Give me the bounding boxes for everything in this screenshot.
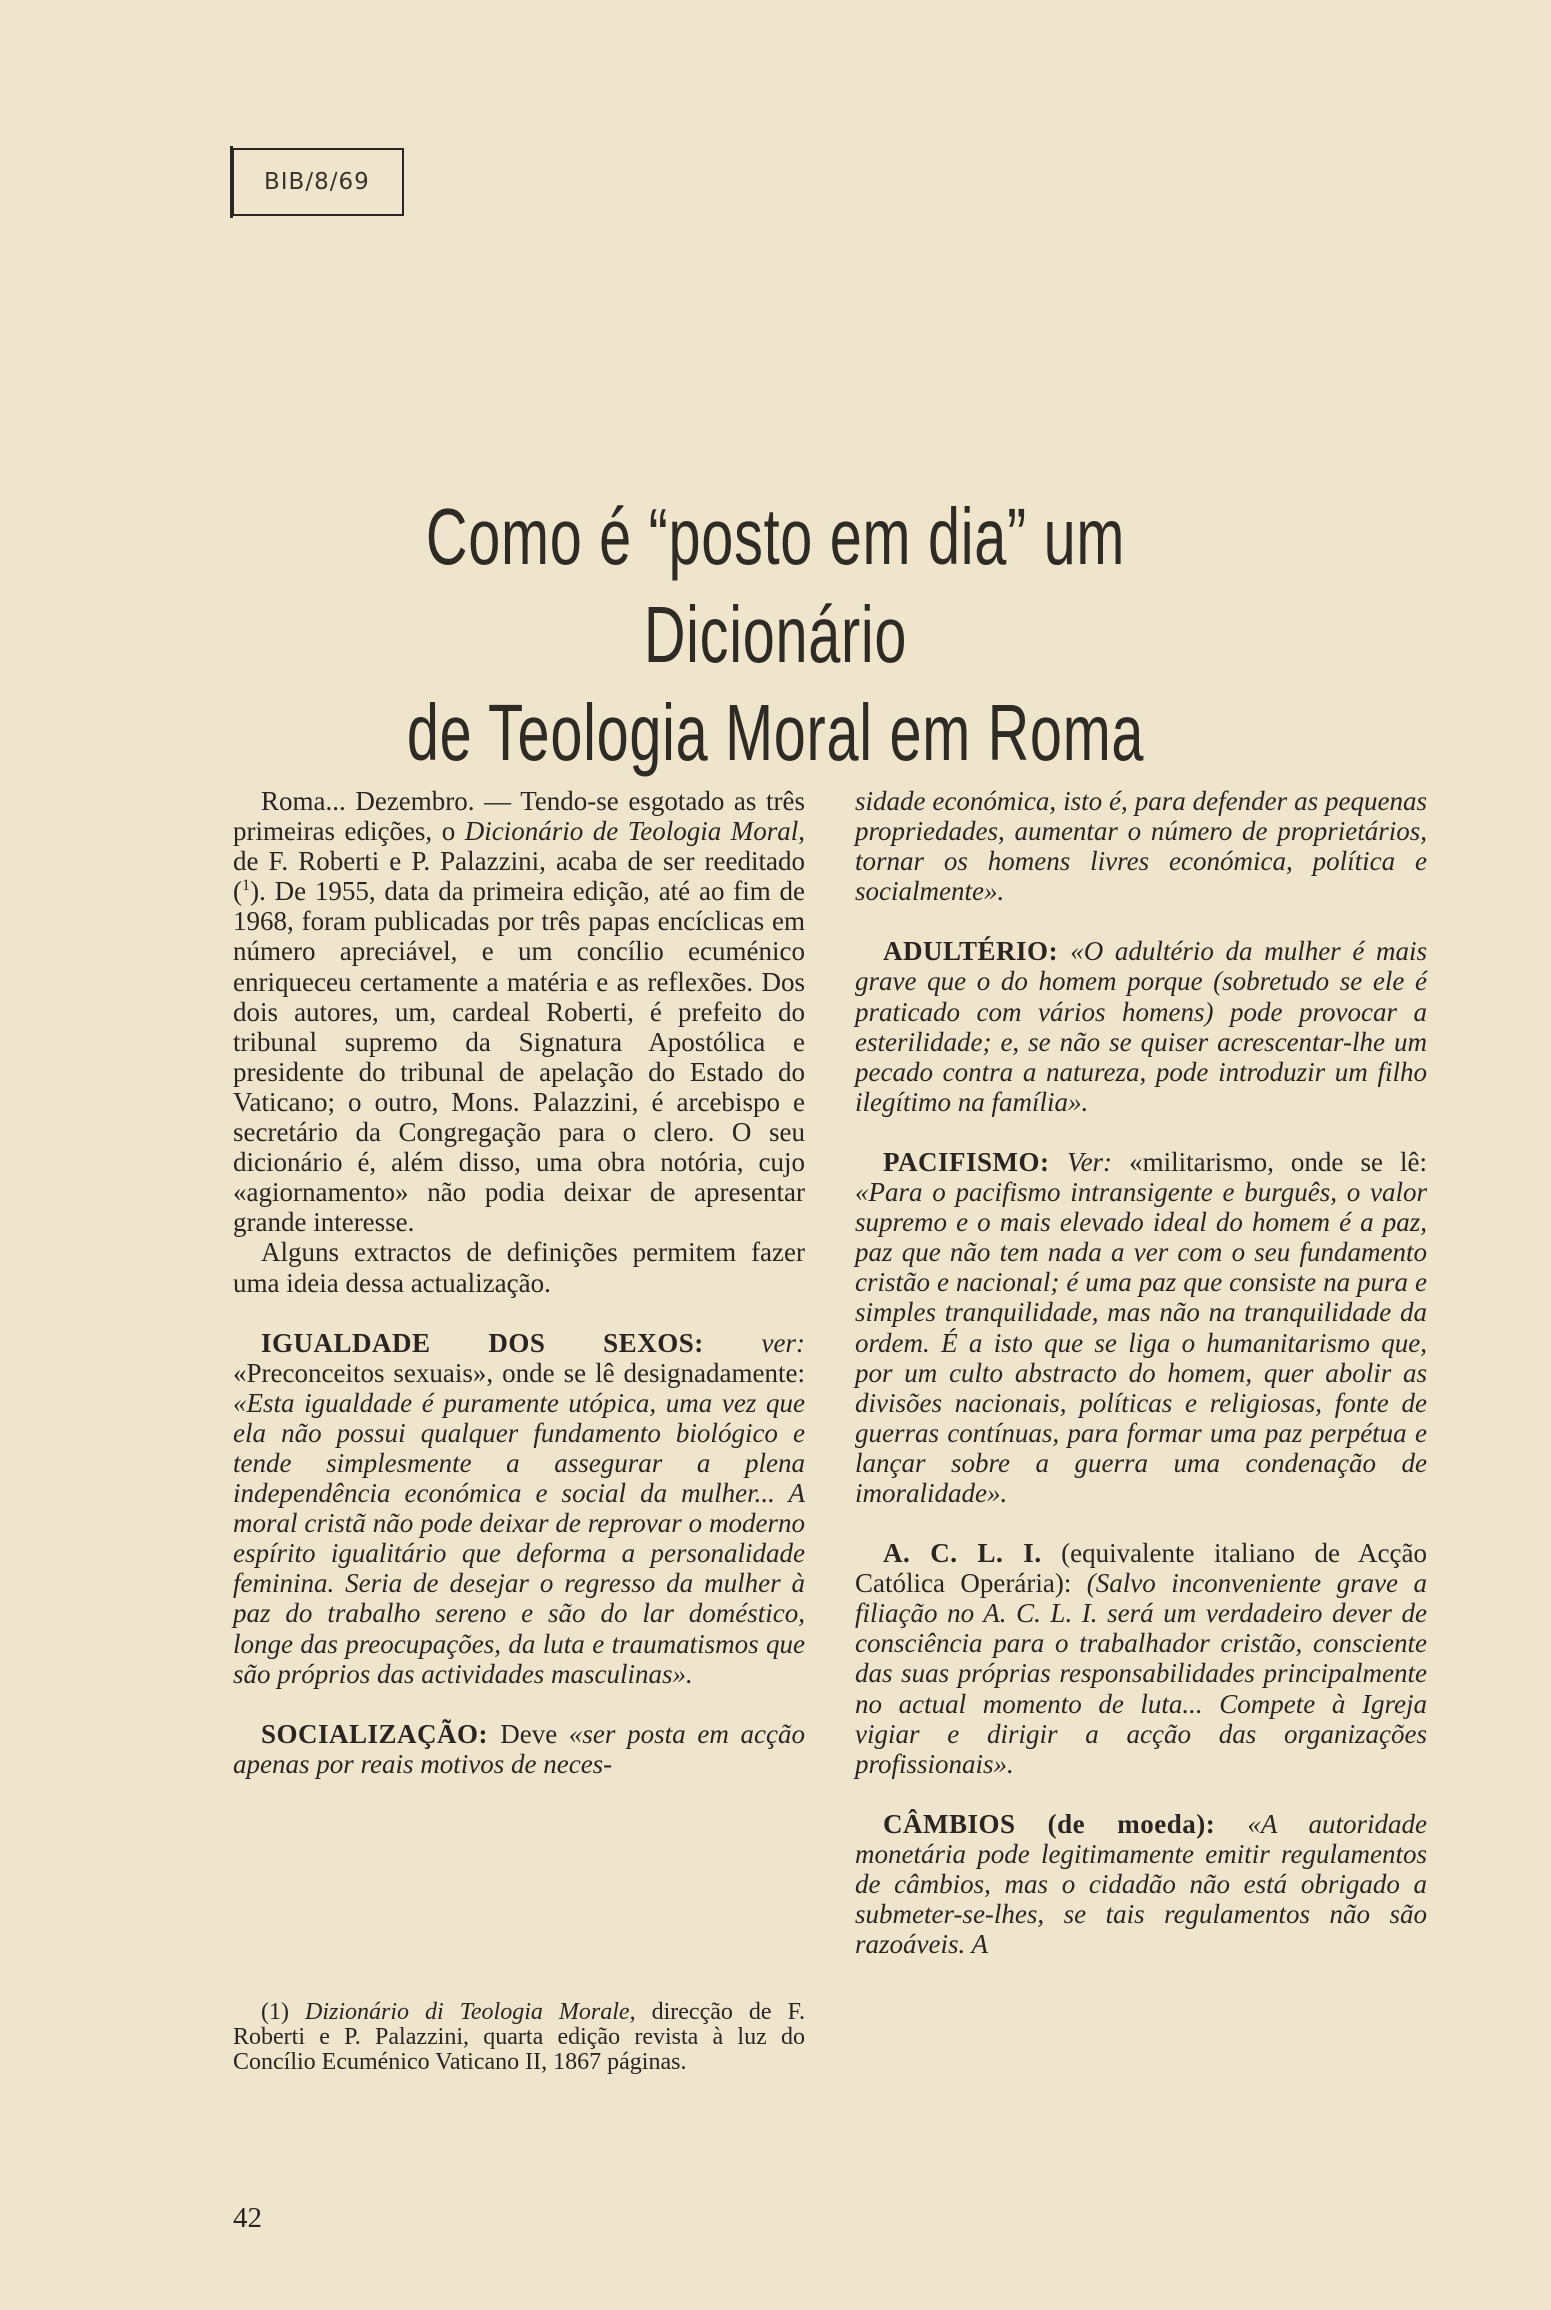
entry-igualdade-text: «Preconceitos sexuais», onde se lê designadamente: [233,1357,805,1388]
footnote-book-title: Dizionário di Teologia Morale [305,1999,630,2025]
entry-heading-separator: : [1040,1146,1068,1177]
title-line-2: de Teologia Moral em Roma [406,688,1145,777]
continuation-paragraph [855,786,1427,906]
entry-heading-adulterio: ADULTÉRIO [883,936,1049,967]
intro-paragraph [233,786,805,1237]
footnote-text [233,2000,805,2075]
reference-code: BIB/8/69 [264,169,370,195]
entry-socializacao-quote: «ser posta em acção apenas por reais motivos de neces- [233,1718,805,1779]
intro-dictionary-title: Dicionário de Teologia Moral [464,816,799,847]
intro-text-b: , de F. Roberti e P. Palazzini, acaba de ser reeditado ( [233,816,805,907]
entry-heading-igualdade: IGUALDADE DOS SEXOS [261,1327,695,1358]
entry-see-label: Ver: [1067,1146,1113,1177]
entry-pacifismo [855,1147,1427,1508]
intro-paragraph-2: Alguns extractos de definições permitem fazer uma ideia dessa actualização. [233,1237,805,1298]
reference-code-box [232,148,404,216]
entry-heading-cambios: CÂMBIOS (de moeda) [883,1808,1206,1839]
entry-acli [855,1538,1427,1779]
entry-cambios [855,1809,1427,1959]
entry-igualdade-quote: «Esta igualdade é puramente utópica, uma vez que ela não possui qualquer fundamento biológico e tende simplesmente a assegurar a plena independência económica e social da mulher... A moral cristã não pode deixar de reprovar o moderno espírito igualitário que deforma a personalidade feminina. Seria de desejar o regresso da mulher à paz do trabalho sereno e são do lar doméstico, longe das preocupações, da luta e traumatismos que são próprios das actividades masculinas». [233,1387,805,1689]
title-line-1: Como é “posto em dia” um Dicionário [425,492,1126,679]
article-title [200,488,1351,782]
entry-see-label: ver: [761,1327,805,1358]
entry-heading-separator: : [1048,936,1071,967]
entry-heading-socializacao: SOCIALIZAÇÃO [261,1718,479,1749]
entry-pacifismo-text: «militarismo, onde se lê: [1112,1146,1427,1177]
right-column [855,786,1427,1959]
entry-adulterio [855,936,1427,1117]
page-number: 42 [233,2202,262,2234]
intro-text-c: ). De 1955, data da primeira edição, até ao fim de 1968, foram publicadas por três papas encíclicas em número apreciável, e um concílio ecuménico enriqueceu certamente a matéria e as reflexões. Dos dois autores, um, cardeal Roberti, é prefeito do tribunal supremo da Signatura Apostólica e presidente do tribunal de apelação do Estado do Vaticano; o outro, Mons. Palazzini, é arcebispo e secretário da Congregação para o clero. O seu dicionário é, além disso, uma obra notória, cujo «agiornamento» não podia deixar de apresentar grande interesse. [233,876,805,1238]
entry-pacifismo-quote: «Para o pacifismo intransigente e burguês, o valor supremo e o mais elevado ideal do homem é a paz, paz que não tem nada a ver com o seu fundamento cristão e nacional; é uma paz que consiste na pura e simples tranquilidade, mas não na tranquilidade da ordem. É a isto que se liga o humanitarismo que, por um culto abstracto do homem, quer abolir as divisões nacionais, políticas e religiosas, fonte de guerras contínuas, para formar uma paz perpétua e lançar sobre a guerra uma condenação de imoralidade». [855,1177,1427,1508]
entry-socializacao [233,1719,805,1779]
entry-adulterio-quote: «O adultério da mulher é mais grave que o do homem porque (sobretudo se ele é praticado com vários homens) pode provocar a esterilidade; e, se não se quiser acrescentar-lhe um pecado contra a natureza, pode introduzir um filho ilegítimo na família». [855,936,1427,1117]
left-column [233,786,805,1779]
entry-acli-text: (equivalente italiano de Acção Católica Operária): [855,1538,1427,1599]
entry-socializacao-text: Deve [500,1718,569,1749]
intro-text-a: Roma... Dezembro. — Tendo-se esgotado as três primeiras edições, o [233,786,805,847]
entry-heading-separator: : [694,1327,762,1358]
entry-acli-quote: (Salvo inconveniente grave a filiação no A. C. L. I. será um verdadeiro dever de consciência para o trabalhador cristão, consciente das suas próprias responsabilidades principalmente no actual momento de luta... Compete à Igreja vigiar e dirigir a acção das organizações profissionais». [855,1568,1427,1779]
entry-heading-separator: : [478,1718,501,1749]
entry-cambios-quote: «A autoridade monetária pode legitimamente emitir regulamentos de câmbios, mas o cidadão não está obrigado a submeter-se-lhes, se tais regulamentos não são razoáveis. A [855,1808,1427,1960]
entry-heading-acli: A. C. L. I. [883,1538,1042,1569]
continuation-quote: sidade económica, isto é, para defender as pequenas propriedades, aumentar o número de proprietários, tornar os homens livres económica, política e socialmente». [855,786,1427,907]
footnote [233,2000,805,2075]
footnote-reference: 1 [242,876,251,895]
footnote-body: , direcção de F. Roberti e P. Palazzini, quarta edição revista à luz do Concílio Ecuménico Vaticano II, 1867 páginas. [233,1999,806,2075]
entry-igualdade [233,1328,805,1689]
entry-heading-separator: : [1205,1808,1248,1839]
footnote-marker: (1) [261,1999,289,2025]
entry-heading-pacifismo: PACIFISMO [883,1146,1040,1177]
